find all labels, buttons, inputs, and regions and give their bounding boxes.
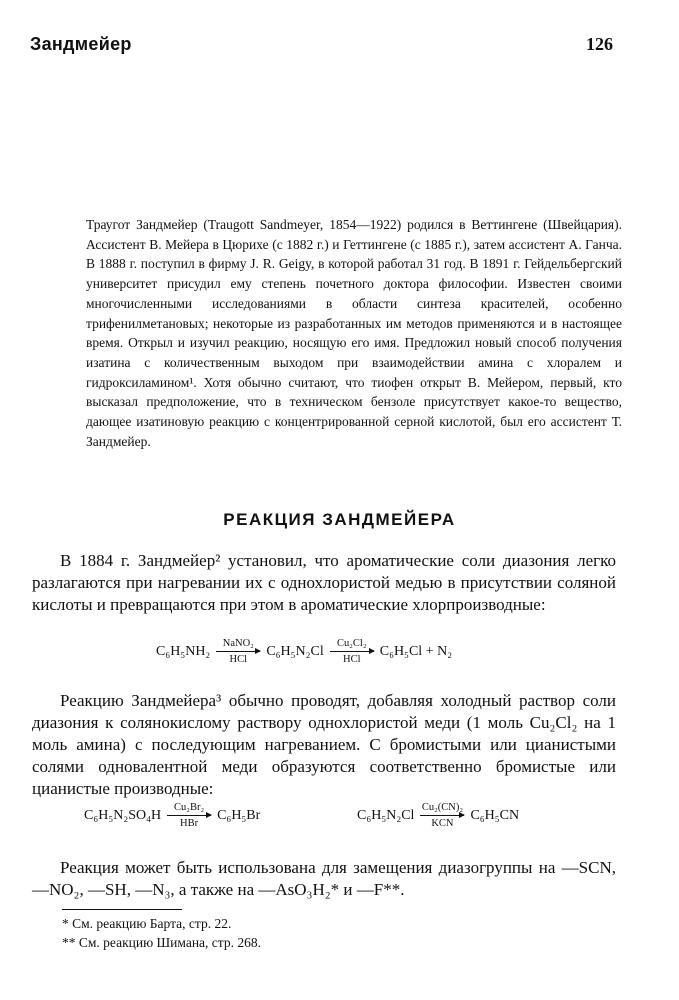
biography-text: Траугот Зандмейер (Traugott Sandmeyer, 1854—1922) родился в Веттингене (Швейцария). Ассистент В. Мейера в Цюрихе (с 1882 г.) и Геттингене (с 1885 г.), затем ассистент А. Ганча. В 1888 г. поступил в фирму J. R. Geigy, в которой работал 31 год. В 1891 г. Гейдельбергский университет присудил ему степень почетного доктора философии. Известен своими многочисленными исследованиями в области синтеза красителей, особенно трифенилметановых; некоторые из разработанных им методов применяются и в настоящее время. Открыл и изучил реакцию, носящую его имя. Предложил новый способ получения изатина с количественным выходом при взаимодействии амина с хлоралем и гидроксиламином¹. Хотя обычно считают, что тиофен открыт В. Мейером, первый, кто высказал предположение, что в техническом бензоле присутствует какое-то вещество, дающее изатиновую реакцию с концентрированной серной кислотой, был его ассистент Т. Зандмейер. bbox=[86, 217, 622, 449]
biography-paragraph bbox=[86, 215, 622, 451]
reaction-arrow-icon bbox=[167, 815, 211, 816]
paragraph-3-text: Реакция может быть использована для замещения диазогруппы на —SCN, —NO₂, —SH, —N₃, а также на —AsO₃H₂* и —F**. bbox=[32, 858, 616, 899]
eq3-product: C₆H₅CN bbox=[470, 807, 520, 823]
reaction-arrow-icon bbox=[330, 651, 374, 652]
paragraph-1 bbox=[32, 550, 616, 616]
paragraph-3 bbox=[32, 857, 616, 901]
eq1-arrow-2-bottom: HCl bbox=[342, 654, 361, 665]
running-header-title: Зандмейер bbox=[30, 34, 132, 54]
eq2-arrow-bottom: HBr bbox=[180, 818, 199, 829]
page-number: 126 bbox=[586, 34, 613, 54]
equation-bromination bbox=[84, 802, 260, 829]
footnote-2: ** См. реакцию Шимана, стр. 268. bbox=[62, 935, 261, 950]
paragraph-2-text: Реакцию Зандмейера³ обычно проводят, добавляя холодный раствор соли диазония к солянокислому раствору однохлористой меди (1 моль Cu₂Cl₂ на 1 моль амина) с последующим нагреванием. С бромистыми или цианистыми солями одновалентной меди образуются соответственно бромистые или цианистые производные: bbox=[32, 691, 616, 798]
eq2-product: C₆H₅Br bbox=[217, 807, 261, 823]
eq3-arrow-top: Cu₂(CN)₂ bbox=[421, 802, 464, 813]
eq3-arrow-bottom: KCN bbox=[431, 818, 454, 829]
eq2-reactant: C₆H₅N₂SO₄H bbox=[84, 807, 162, 823]
eq1-reactant: C₆H₅NH₂ bbox=[156, 643, 211, 659]
reaction-arrow-icon bbox=[420, 815, 464, 816]
paragraph-1-text: В 1884 г. Зандмейер² установил, что ароматические соли диазония легко разлагаются при нагревании их с однохлористой медью в присутствии соляной кислоты и превращаются при этом в ароматические хлорпроизводные: bbox=[32, 551, 616, 614]
eq2-arrow-top: Cu₂Br₂ bbox=[174, 802, 205, 813]
section-title: РЕАКЦИЯ ЗАНДМЕЙЕРА bbox=[223, 510, 456, 529]
eq1-arrow-2-top: Cu₂Cl₂ bbox=[337, 638, 367, 649]
footnote-1: * См. реакцию Барта, стр. 22. bbox=[62, 916, 232, 931]
footnotes bbox=[62, 914, 261, 952]
paragraph-2 bbox=[32, 690, 616, 800]
eq1-arrow-1 bbox=[216, 638, 260, 665]
equation-cyanation bbox=[357, 802, 519, 829]
footnote-divider bbox=[62, 909, 182, 910]
eq1-arrow-1-top: NaNO₂ bbox=[222, 638, 254, 649]
equation-chlorination bbox=[156, 638, 452, 665]
reaction-arrow-icon bbox=[216, 651, 260, 652]
eq1-arrow-1-bottom: HCl bbox=[229, 654, 248, 665]
eq1-product: C₆H₅Cl + N₂ bbox=[379, 643, 453, 659]
eq3-reactant: C₆H₅N₂Cl bbox=[357, 807, 415, 823]
eq1-arrow-2 bbox=[330, 638, 374, 665]
eq2-arrow bbox=[167, 802, 211, 829]
eq3-arrow bbox=[420, 802, 464, 829]
eq1-intermediate: C₆H₅N₂Cl bbox=[266, 643, 324, 659]
